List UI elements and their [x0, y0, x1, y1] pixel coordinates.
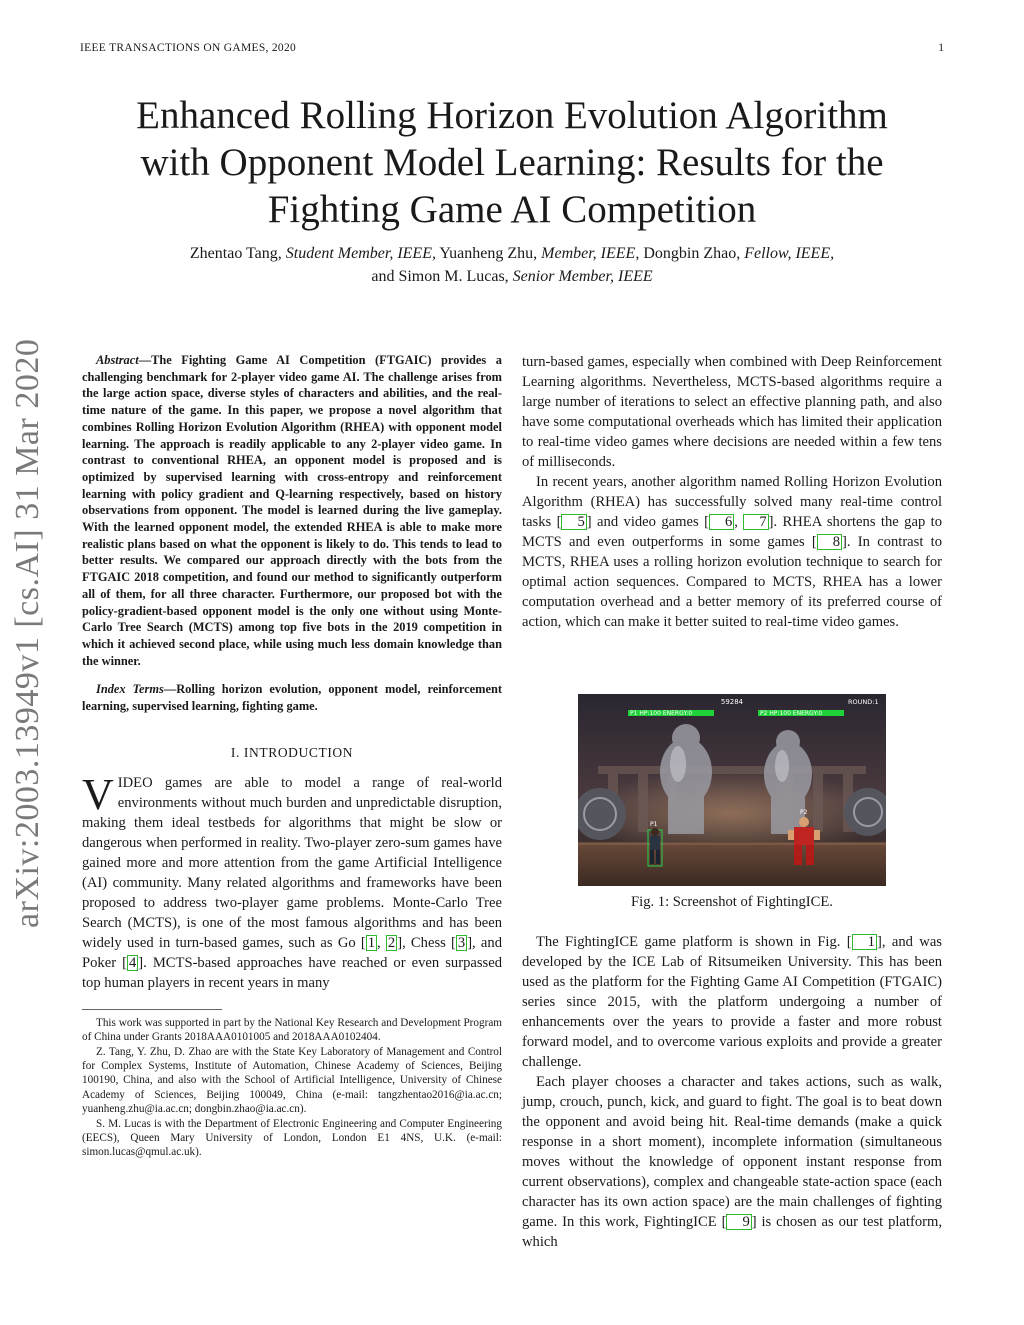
body-paragraph: turn-based games, especially when combined with Deep Reinforcement Learning algorithms. Nevertheless, MCTS-based algorithms require a large number of iterations to select an effective planning path, and also have some computational overheads which has limited their application to real-time video games where decisions are needed within a few tens of milliseconds.: [522, 354, 942, 470]
body-text: ]. RHEA shortens the gap to MCTS and even outperforms in some games [: [522, 514, 943, 550]
title-line-3: Fighting Game AI Competition: [267, 188, 757, 231]
figure-caption: Fig. 1: Screenshot of FightingICE.: [631, 894, 833, 910]
abstract-label: Abstract: [96, 353, 139, 367]
hud-p2-status: P2 HP:100 ENERGY:0: [760, 710, 823, 717]
figure-fightingice-screenshot: [578, 694, 886, 886]
running-head: IEEE TRANSACTIONS ON GAMES, 2020: [80, 42, 297, 54]
right-column-lower: [522, 932, 942, 1252]
figure-reference-link[interactable]: 1: [852, 934, 877, 950]
citation-link[interactable]: 2: [387, 934, 396, 951]
author-list: [60, 242, 964, 288]
index-terms: [82, 681, 502, 714]
body-text: The FightingICE game platform is shown in Fig. [: [536, 934, 852, 950]
author-name: Yuanheng Zhu,: [439, 245, 538, 262]
section-heading-introduction: [82, 743, 502, 763]
intro-text: games are able to model a range of real-world environments without much burden and unpredictable disruption, making them ideal testbeds for algorithms that might be slow or dangerous when performed in reality. Two-player zero-sum games have gained more and more attention from the game Artificial Intelligence (AI) community. Many related algorithms and frameworks have been proposed to address two-player game problems. Monte-Carlo Tree Search (MCTS), is one of the most famous algorithms and has been widely used in turn-based games, such as Go [: [82, 774, 502, 951]
citation-sep: ,: [734, 514, 744, 530]
body-paragraph: [522, 932, 942, 1072]
body-text: ], and was developed by the ICE Lab of Ritsumeiken University. This has been used as the platform for the Fighting Game AI Competition (FTGAIC) series since 2015, with the platform undergoing a number of enhancements over the years to provide a faster and more robust forward model, and to overcome various exploits and provide a greater challenge.: [522, 934, 942, 1070]
footnote-funding: This work was supported in part by the National Key Research and Development Program of China under Grants 2018AAA0101005 and 2018AAA0102404.: [82, 1016, 502, 1044]
intro-text: ], and Poker [: [82, 934, 502, 971]
section-title-initial: I: [243, 744, 250, 760]
abstract: [82, 352, 502, 669]
left-column: [82, 352, 502, 1160]
footnotes: [82, 1016, 502, 1160]
citation-link[interactable]: 8: [817, 534, 842, 550]
page-number: 1: [938, 42, 944, 54]
drop-cap: V: [82, 769, 114, 819]
footnote-affiliation-1: Z. Tang, Y. Zhu, D. Zhao are with the State Key Laboratory of Management and Control for Complex Systems, Institute of Automation, Chinese Academy of Sciences, Beijing 100190, China, and also with the School of Artificial Intelligence, University of Chinese Academy of Sciences, Beijing 100049, China (e-mail: tangzhentao2016@ia.ac.cn; yuanheng.zhu@ia.ac.cn; dongbin.zhao@ia.ac.cn).: [82, 1045, 502, 1116]
footnote-separator: [82, 1009, 222, 1010]
arxiv-stamp: arXiv:2003.13949v1 [cs.AI] 31 Mar 2020: [9, 338, 46, 928]
citation-sep: ,: [377, 934, 386, 951]
hud-round: ROUND:1: [848, 698, 879, 706]
abstract-text: —The Fighting Game AI Competition (FTGAIC) provides a challenging benchmark for 2-player video game AI. The challenge arises from the large action space, diverse styles of characters and abilities, and the real-time nature of the game. In this paper, we propose a novel algorithm that combines Rolling Horizon Evolution Algorithm (RHEA) with opponent model learning. The approach is readily applicable to any 2-player video game. In contrast to conventional RHEA, an opponent model is proposed and is optimized by supervised learning with cross-entropy and reinforcement learning with policy gradient and Q-learning respectively, based on history observations from opponent. The model is learned during the live gameplay. With the learned opponent model, the extended RHEA is able to make more realistic plans based on what the opponent is likely to do. This tends to lead to better results. We compared our approach directly with the bots from the FTGAIC 2018 competition, and found our method to significantly outperform all of them, for all three character. Furthermore, our proposed bot with the policy-gradient-based opponent model is the only one without using Monte-Carlo Tree Search (MCTS) among top five bots in the 2019 competition in which it achieved second place, while using much less domain knowledge than the winner.: [82, 353, 502, 668]
hud-p1-status: P1 HP:100 ENERGY:0: [630, 710, 693, 717]
citation-link[interactable]: 3: [457, 934, 466, 951]
title-line-2: with Opponent Model Learning: Results for the: [140, 141, 884, 184]
intro-paragraph: [82, 769, 502, 993]
body-text: ] and video games [: [586, 514, 709, 530]
section-title-rest: NTRODUCTION: [249, 744, 354, 760]
author-membership: Student Member, IEEE,: [285, 245, 436, 262]
intro-text: ], Chess [: [397, 934, 456, 951]
author-membership: Senior Member, IEEE: [512, 268, 653, 285]
title-line-1: Enhanced Rolling Horizon Evolution Algorithm: [136, 94, 888, 137]
author-name: Dongbin Zhao,: [643, 245, 741, 262]
game-scene-illustration: [578, 694, 886, 886]
citation-link[interactable]: 7: [743, 514, 768, 530]
right-column: [522, 352, 942, 632]
hud-timer: 59284: [720, 698, 744, 706]
body-paragraph: [522, 1072, 942, 1252]
index-terms-text: —Rolling horizon evolution, opponent model, reinforcement learning, supervised learning, fighting game.: [82, 682, 502, 714]
p2-label: P2: [800, 809, 808, 816]
author-membership: Fellow, IEEE,: [744, 245, 835, 262]
author-membership: Member, IEEE,: [541, 245, 640, 262]
citation-link[interactable]: 1: [367, 934, 376, 951]
body-text: In recent years, another algorithm named Rolling Horizon Evolution Algorithm (RHEA) has successfully solved many real-time control tasks [: [522, 474, 942, 530]
body-text: ] is chosen as our test platform, which: [522, 1214, 942, 1250]
p1-label: P1: [650, 821, 658, 828]
citation-link[interactable]: 4: [128, 954, 137, 971]
section-numeral: I.: [230, 744, 244, 760]
body-paragraph: [522, 472, 942, 632]
intro-text: ]. MCTS-based approaches have reached or even surpassed top human players in recent years in many: [82, 954, 502, 991]
index-terms-label: Index Terms: [96, 682, 164, 697]
citation-link[interactable]: 6: [709, 514, 734, 530]
paper-title: [60, 92, 964, 233]
lead-caps: IDEO: [117, 774, 153, 791]
body-text: ]. In contrast to MCTS, RHEA uses a rolling horizon evolution technique to search for optimal action sequences. Compared to MCTS, RHEA has a lower computation overhead and a better memory of its preferred course of action, which can make it better suited to real-time video games.: [522, 534, 942, 630]
citation-link[interactable]: 9: [726, 1214, 751, 1230]
citation-link[interactable]: 5: [561, 514, 586, 530]
author-name: and Simon M. Lucas,: [371, 268, 509, 285]
footnote-affiliation-2: S. M. Lucas is with the Department of Electronic Engineering and Computer Engineering (EECS), Queen Mary University of London, London E1 4NS, U.K. (e-mail: simon.lucas@qmul.ac.uk).: [82, 1117, 502, 1159]
author-name: Zhentao Tang,: [189, 245, 282, 262]
body-text: Each player chooses a character and takes actions, such as walk, jump, crouch, punch, kick, and guard to fight. The goal is to beat down the opponent and avoid being hit. Real-time demands (make a quick response in a short moment), incomplete information (simultaneous moves without the knowledge of opponent instant response from current observations), complex and changeable state-action space (each character has its own action space) are the main challenges of fighting game. In this work, FightingICE [: [522, 1074, 942, 1230]
